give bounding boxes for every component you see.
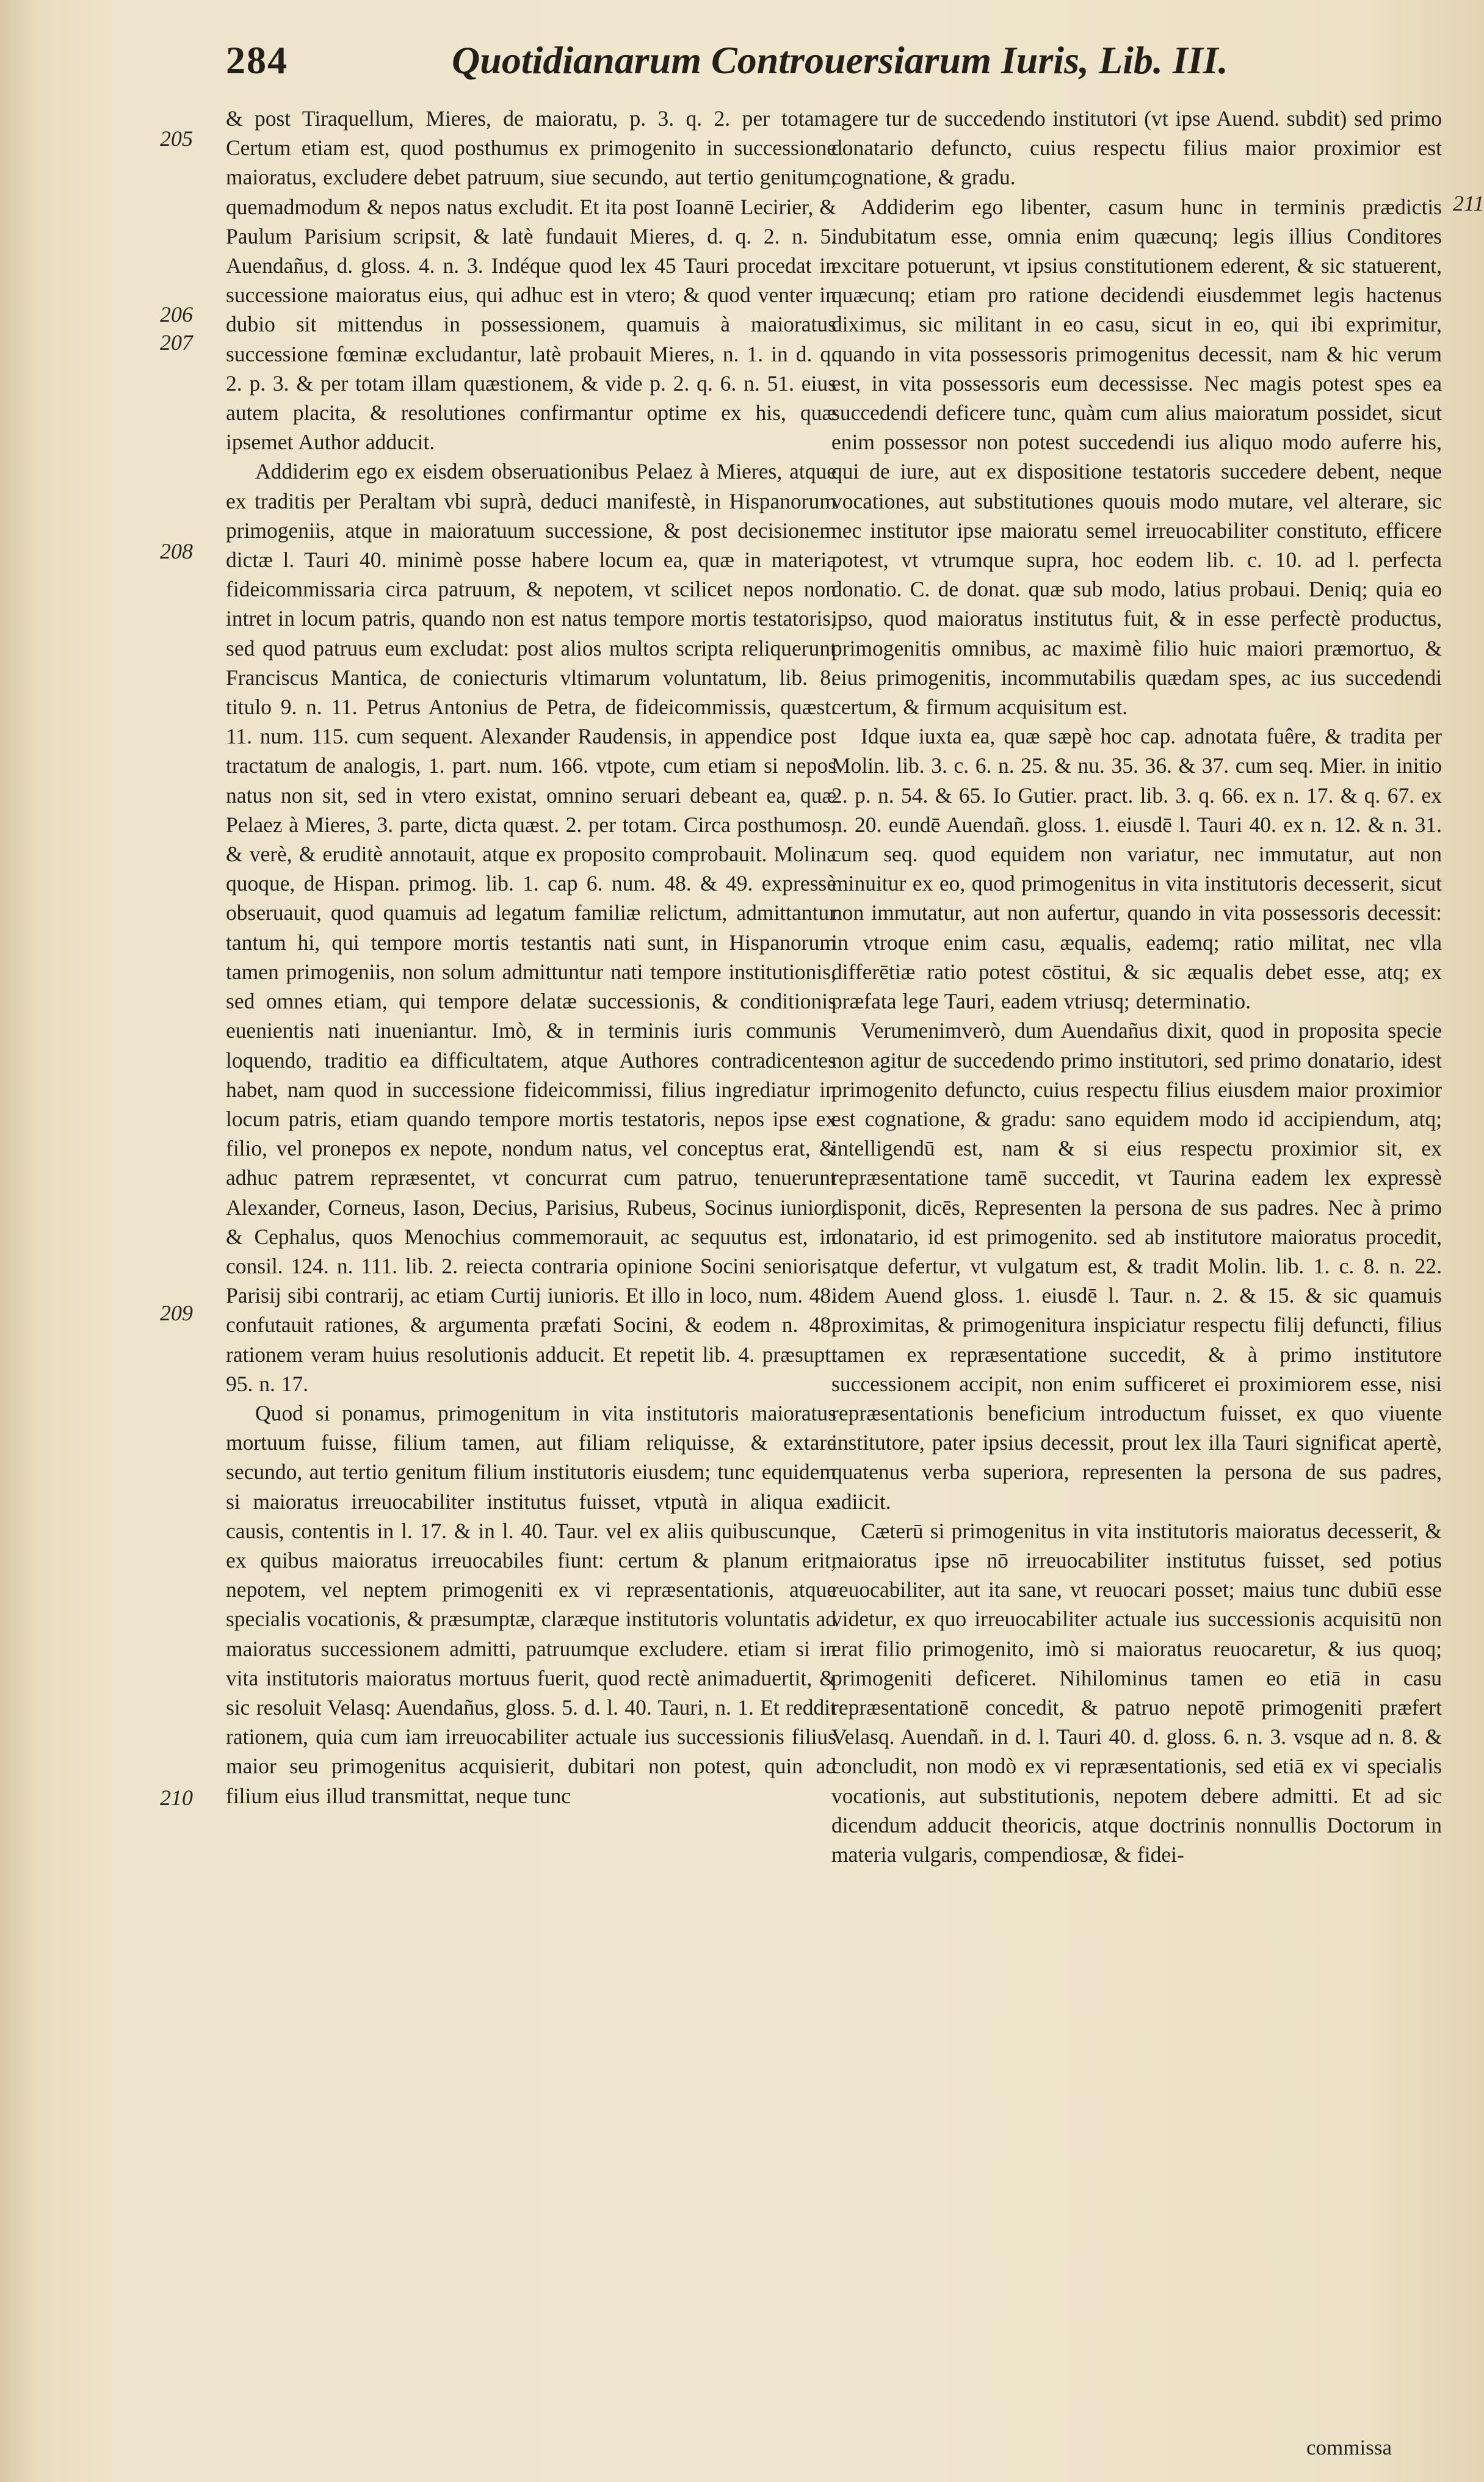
paragraph: Verumenimverò, dum Auendañus dixit, quod in proposita specie non agitur de succedendo primo institutori, sed primo donatario, idest primogenito defuncto, cuius respectu filius eiusdem maior proximior est cognatione, & gradu: sano equidem modo id accipiendum, atq; intelligendū est, nam & si eius respectu proximior sit, ex repræsentatione tamē succedit, vt Taurina eadem lex expressè disponit, dicēs, Representen la persona de sus padres. Nec à primo donatario, id est primogenito. sed ab institutore maioratus procedit, atque defertur, vt vulgatum est, & tradit Molin. lib. 1. c. 8. n. 22. idem Auend gloss. 1. eiusdē l. Taur. n. 2. & 15. & sic quamuis proximitas, & primogenitura inspiciatur respectu filij defuncti, filius tamen ex repræsentatione succedit, & à primo institutore successionem accipit, non enim sufficeret ei proximiorem esse, nisi repræsentationis beneficium introductum fuisset, ex quo viuente institutore, pater ipsius decessit, prout lex illa Tauri significat apertè, quatenus verba superiora, representen la persona de sus padres, adiicit.: [831, 1018, 1442, 1514]
page-edge-shadow: [0, 0, 37, 2482]
margin-number-207: 207: [160, 330, 193, 355]
catchword: commissa: [1306, 2436, 1392, 2459]
margin-number-208: 208: [160, 539, 193, 563]
page-header: [226, 32, 1228, 99]
right-text-column: [831, 104, 1442, 1869]
paragraph: agere tur de succedendo institutori (vt ipse Auend. subdit) sed primo donatario defuncto, cuius respectu filius maior proximior est cognatione, & gradu.: [831, 106, 1442, 190]
paragraph: Addiderim ego libenter, casum hunc in terminis prædictis indubitatum esse, omnia enim quæcunq; legis illius Conditores excitare potuerunt, vt ipsius constitutionem ederent, & sic statuerent, quæcunq; etiam pro ratione decidendi eiusdemmet legis hactenus diximus, sic militant in eo casu, sicut in eo, qui ibi exprimitur, quando in vita possessoris primogenitus decessit, nam & hic verum est, in vita possessoris eum decessisse. Nec magis potest spes ea succedendi deficere tunc, quàm cum alius maioratum possidet, sicut enim possessor non potest succedendi ius aliquo modo auferre his, qui de iure, aut ex dispositione testatoris succedere debent, neque vocationes, aut substitutiones quouis modo mutare, vel alterare, sic nec institutor ipse maioratu semel irreuocabiliter constituto, efficere potest, vt vtrumque supra, hoc eodem lib. c. 10. ad l. perfecta donatio. C. de donat. quæ sub modo, latius probaui. Deniq; quia eo ipso, quod maioratus institutus fuit, & in esse perfectè productus, primogenitis omnibus, ac maximè filio huic maiori præmortuo, & eius primogenitis, incommutabilis quædam spes, ac ius succedendi certum, & firmum acquisitum est.: [831, 194, 1442, 720]
margin-number-210: 210: [160, 1786, 193, 1810]
paragraph: Addiderim ego ex eisdem obseruationibus Pelaez à Mieres, atque ex traditis per Peraltam vbi suprà, deduci manifestè, in Hispanorum primogeniis, atque in maioratuum successione, & post decisionem dictæ l. Tauri 40. minimè posse habere locum ea, quæ in materia fideicommissaria circa patruum, & nepotem, vt scilicet nepos non intret in locum patris, quando non est natus tempore mortis testatoris, sed quod patruus eum excludat: post alios multos scripta reliquerunt Franciscus Mantica, de coniecturis vltimarum voluntatum, lib. 8. titulo 9. n. 11. Petrus Antonius de Petra, de fideicommissis, quæst. 11. num. 115. cum sequent. Alexander Raudensis, in appendice post tractatum de analogis, 1. part. num. 166. vtpote, cum etiam si nepos natus non sit, sed in vtero existat, omnino seruari debeant ea, quæ Pelaez à Mieres, 3. parte, dicta quæst. 2. per totam. Circa posthumos, & verè, & eruditè annotauit, atque ex proposito comprobauit. Molina quoque, de Hispan. primog. lib. 1. cap 6. num. 48. & 49. expressè obseruauit, quod quamuis ad legatum familiæ relictum, admittantur tantum hi, qui tempore mortis testantis nati sunt, in Hispanorum tamen primogeniis, non solum admittuntur nati tempore institutionis, sed omnes etiam, qui tempore delatæ successionis, & conditionis euenientis nati inueniantur. Imò, & in terminis iuris communis loquendo, traditio ea difficultatem, atque Authores contradicentes habet, nam quod in successione fideicommissi, filius ingrediatur in locum patris, etiam quando tempore mortis testatoris, nepos ipse ex filio, vel pronepos ex nepote, nondum natus, vel conceptus erat, & adhuc patrem repræsentet, vt concurrat cum patruo, tenuerunt Alexander, Corneus, Iason, Decius, Parisius, Rubeus, Socinus iunior, & Cephalus, quos Menochius commemorauit, ac sequutus est, in consil. 124. n. 111. lib. 2. reiecta contraria opinione Socini senioris, Parisij sibi contrarij, ac etiam Curtij iunioris. Et illo in loco, num. 48. confutauit rationes, & argumenta præfati Socini, & eodem n. 48. rationem veram huius resolutionis adducit. Et repetit lib. 4. præsupt. 95. n. 17.: [226, 459, 836, 1396]
running-title: Quotidianarum Controuersiarum Iuris, Lib. III.: [452, 38, 1228, 82]
margin-number-206: 206: [160, 302, 193, 327]
paragraph: & post Tiraquellum, Mieres, de maioratu, p. 3. q. 2. per totam. Certum etiam est, quod posthumus ex primogenito in successione maioratus, excludere debet patruum, siue secundo, aut tertio genitum, quemadmodum & nepos natus excludit. Et ita post Ioannē Lecirier, & Paulum Parisium scripsit, & latè fundauit Mieres, d. q. 2. n. 5. Auendañus, d. gloss. 4. n. 3. Indéque quod lex 45 Tauri procedat in successione maioratus eius, qui adhuc est in vtero; & quod venter in dubio sit mittendus in possessionem, quamuis à maioratus successione fœminæ excludantur, latè probauit Mieres, n. 1. in d. q. 2. p. 3. & per totam illam quæstionem, & vide p. 2. q. 6. n. 51. eius autem placita, & resolutiones confirmantur optime ex his, quæ ipsemet Author adducit.: [226, 106, 836, 455]
paragraph: Quod si ponamus, primogenitum in vita institutoris maioratus mortuum fuisse, filium tamen, aut filiam reliquisse, & extare secundo, aut tertio genitum filium institutoris eiusdem; tunc equidem si maioratus irreuocabiliter institutus fuisset, vtputà in aliqua ex causis, contentis in l. 17. & in l. 40. Taur. vel ex aliis quibuscunque, ex quibus maioratus irreuocabiles fiunt: certum & planum erit, nepotem, vel neptem primogeniti ex vi repræsentationis, atque specialis vocationis, & præsumptæ, claræque institutoris voluntatis ad maioratus successionem admitti, patruumque excludere. etiam si in vita institutoris maioratus mortuus fuerit, quod rectè animaduertit, & sic resoluit Velasq: Auendañus, gloss. 5. d. l. 40. Tauri, n. 1. Et reddit rationem, quia cum iam irreuocabiliter actuale ius successionis filius maior seu primogenitus acquisierit, dubitari non potest, quin ad filium eius illud transmittat, neque tunc: [226, 1400, 836, 1808]
margin-number-209: 209: [160, 1301, 193, 1325]
paragraph: Cæterū si primogenitus in vita institutoris maioratus decesserit, & maioratus ipse nō irreuocabiliter institutus fuisset, sed potius reuocabiliter, aut ita sane, vt reuocari posset; maius tunc dubiū esse videtur, ex quo irreuocabiliter actuale ius successionis acquisitū non erat filio primogenito, imò si maioratus reuocaretur, & ius quoq; primogeniti deficeret. Nihilominus tamen eo etiā in casu repræsentationē concedit, & patruo nepotē primogeniti præfert Velasq. Auendañ. in d. l. Tauri 40. d. gloss. 6. n. 3. vsque ad n. 8. & concludit, non modò ex vi repræsentationis, sed etiā ex vi specialis vocationis, aut substitutionis, nepotem debere admitti. Et ad sic dicendum adducit theoricis, atque doctrinis nonnullis Doctorum in materia vulgaris, compendiosæ, & fidei-: [831, 1518, 1442, 1867]
margin-number-205: 205: [160, 126, 193, 151]
paragraph: Idque iuxta ea, quæ sæpè hoc cap. adnotata fuêre, & tradita per Molin. lib. 3. c. 6. n. 25. & nu. 35. 36. & 37. cum seq. Mier. in initio 2. p. n. 54. & 65. Io Gutier. pract. lib. 3. q. 66. ex n. 17. & q. 67. ex n. 20. eundē Auendañ. gloss. 1. eiusdē l. Tauri 40. ex n. 12. & n. 31. cum seq. quod equidem non variatur, nec immutatur, aut non minuitur ex eo, quod primogenitus in vita institutoris decesserit, sicut non immutatur, aut non aufertur, quando in vita possessoris decessit: in vtroque enim casu, æqualis, eademq; ratio militat, nec vlla differētiæ ratio potest cōstitui, & sic æqualis debet esse, atq; ex præfata lege Tauri, eadem vtriusq; determinatio.: [831, 724, 1442, 1014]
margin-number-211: 211: [1453, 191, 1484, 215]
page-number: 284: [226, 38, 288, 82]
left-text-column: [226, 104, 836, 1811]
